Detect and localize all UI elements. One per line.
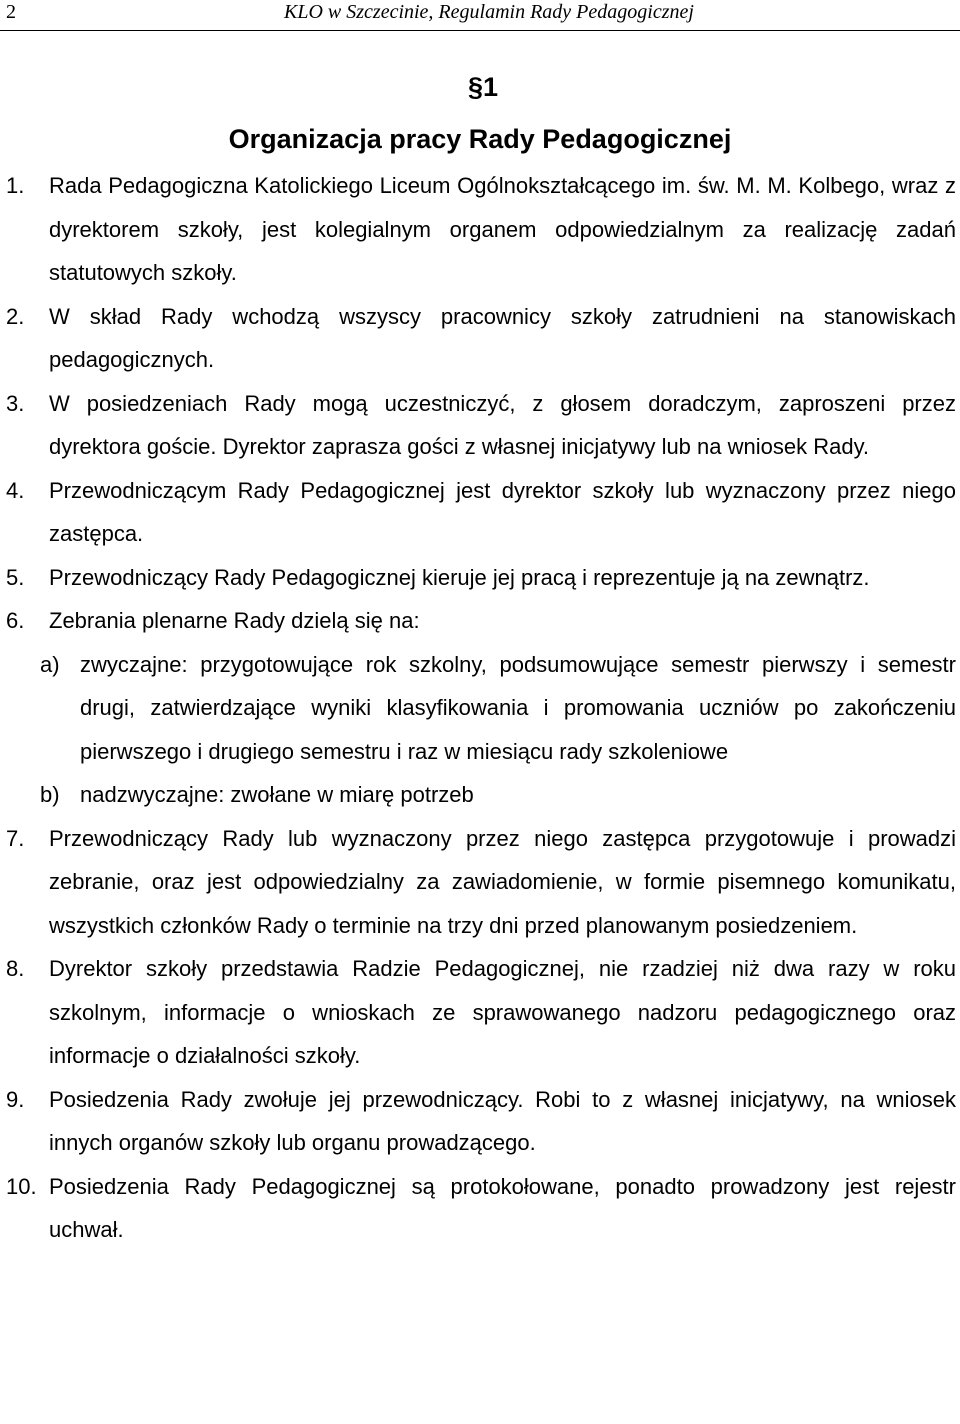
item-text: Rada Pedagogiczna Katolickiego Liceum Ogólnokształcącego im. św. M. M. Kolbego, wraz z dyrektorem szkoły, jest kolegialnym organem odpowiedzialnym za realizację zadań statutowych szkoły. bbox=[49, 173, 956, 285]
item-text: W skład Rady wchodzą wszyscy pracownicy szkoły zatrudnieni na stanowiskach pedagogicznych. bbox=[49, 303, 956, 372]
list-item bbox=[0, 817, 960, 948]
list-item bbox=[0, 556, 960, 600]
list-item bbox=[0, 1165, 960, 1252]
item-text: Przewodniczący Rady Pedagogicznej kieruje jej pracą i reprezentuje ją na zewnątrz. bbox=[49, 564, 870, 590]
sub-item-text: zwyczajne: przygotowujące rok szkolny, podsumowujące semestr pierwszy i semestr drugi, zatwierdzające wyniki klasyfikowania i promowania uczniów po zakończeniu pierwszego i drugiego semestru i raz w miesiącu rady szkoleniowe bbox=[80, 651, 956, 764]
item-text: Przewodniczącym Rady Pedagogicznej jest dyrektor szkoły lub wyznaczony przez niego zastępca. bbox=[49, 477, 956, 546]
item-text: Zebrania plenarne Rady dzielą się na: bbox=[49, 608, 420, 633]
item-number: 2. bbox=[6, 303, 25, 329]
item-text: Przewodniczący Rady lub wyznaczony przez niego zastępca przygotowuje i prowadzi zebranie, oraz jest odpowiedzialny za zawiadomienie, w formie pisemnego komunikatu, wszystkich członków Rady o terminie na trzy dni przed planowanym posiedzeniem. bbox=[49, 825, 956, 938]
item-text: Posiedzenia Rady Pedagogicznej są protokołowane, ponadto prowadzony jest rejestr uchwał. bbox=[49, 1173, 956, 1242]
item-number: 10. bbox=[6, 1173, 37, 1199]
sub-item-letter: b) bbox=[40, 782, 60, 807]
page-header bbox=[0, 0, 960, 31]
list-item bbox=[0, 295, 960, 382]
item-number: 3. bbox=[6, 390, 25, 416]
section-mark: §1 bbox=[467, 72, 499, 102]
item-number: 7. bbox=[6, 825, 25, 851]
list-item bbox=[0, 164, 960, 295]
sub-list-item bbox=[0, 643, 960, 774]
item-text: Posiedzenia Rady zwołuje jej przewodniczący. Robi to z własnej inicjatywy, na wniosek innych organów szkoły lub organu prowadzącego. bbox=[49, 1086, 956, 1155]
list-item bbox=[0, 382, 960, 469]
item-text: W posiedzeniach Rady mogą uczestniczyć, z głosem doradczym, zaproszeni przez dyrektora goście. Dyrektor zaprasza gości z własnej inicjatywy lub na wniosek Rady. bbox=[49, 390, 956, 459]
regulation-list bbox=[0, 164, 960, 1252]
header-title: KLO w Szczecinie, Regulamin Rady Pedagogicznej bbox=[284, 1, 694, 23]
sub-item-letter: a) bbox=[40, 651, 60, 677]
item-number: 9. bbox=[6, 1086, 25, 1112]
item-number: 8. bbox=[6, 956, 25, 981]
list-item bbox=[0, 469, 960, 556]
list-item bbox=[0, 1078, 960, 1165]
item-number: 4. bbox=[6, 477, 25, 503]
item-number: 1. bbox=[6, 173, 25, 198]
item-text: Dyrektor szkoły przedstawia Radzie Pedagogicznej, nie rzadziej niż dwa razy w roku szkolnym, informacje o wnioskach ze sprawowanego nadzoru pedagogicznego oraz informacje o działalności szkoły. bbox=[49, 956, 956, 1068]
list-item bbox=[0, 947, 960, 1078]
list-item bbox=[0, 599, 960, 643]
item-number: 5. bbox=[6, 564, 25, 590]
sub-list-item bbox=[0, 773, 960, 817]
sub-item-text: nadzwyczajne: zwołane w miarę potrzeb bbox=[80, 782, 474, 807]
page-number: 2 bbox=[6, 1, 16, 23]
item-number: 6. bbox=[6, 608, 25, 633]
section-title: Organizacja pracy Rady Pedagogicznej bbox=[228, 124, 732, 154]
